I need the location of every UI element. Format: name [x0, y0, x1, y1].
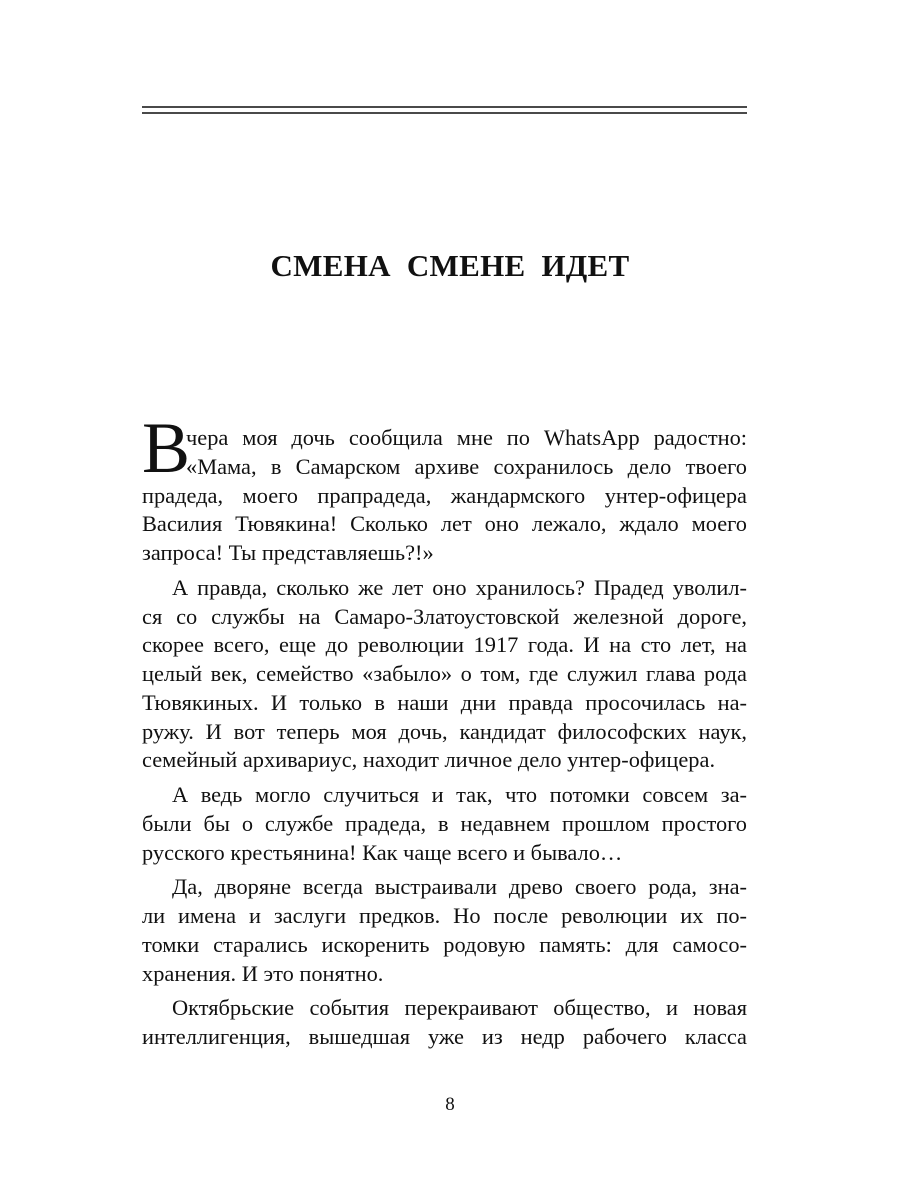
text-line: скорее всего, еще до революции 1917 года. И на сто лет, на	[142, 632, 747, 658]
text-line: целый век, семейство «забыло» о том, где служил глава рода	[142, 661, 747, 686]
text-line: томки старались искоренить родовую память: для самосо-	[142, 931, 747, 957]
paragraph-1	[142, 424, 747, 568]
text-line: ружу. И вот теперь моя дочь, кандидат философских наук,	[142, 718, 747, 744]
text-line: семейный архивариус, находит личное дело унтер-офицера.	[142, 747, 716, 773]
text-line: чера моя дочь сообщила мне по WhatsApp радостно:	[186, 425, 747, 450]
body-text	[142, 424, 747, 1052]
text-line: ся со службы на Самаро-Златоустовской железной дороге,	[142, 603, 747, 629]
drop-cap: В	[142, 408, 191, 488]
paragraph-3	[142, 781, 747, 867]
text-line: Василия Тювякина! Сколько лет оно лежало, ждало моего	[142, 511, 747, 537]
text-line: Да, дворяне всегда выстраивали древо своего рода, зна-	[172, 874, 747, 900]
text-line: Тювякиных. И только в наши дни правда просочилась на-	[142, 689, 747, 715]
text-line: интеллигенция, вышедшая уже из недр рабочего класса	[142, 1024, 747, 1049]
text-line: ли имена и заслуги предков. Но после революции их по-	[142, 903, 747, 928]
text-line: А правда, сколько же лет оно хранилось? Прадед уволил-	[172, 574, 747, 600]
chapter-title: СМЕНА СМЕНЕ ИДЕТ	[270, 248, 630, 283]
text-line: А ведь могло случиться и так, что потомки совсем за-	[172, 782, 747, 807]
text-line: «Мама, в Самарском архиве сохранилось дело твоего	[186, 453, 747, 479]
text-line: прадеда, моего прапрадеда, жандармского унтер-офицера	[142, 482, 747, 508]
paragraph-4	[142, 873, 747, 988]
header-rule-thin	[142, 112, 747, 114]
header-rule	[142, 106, 747, 108]
paragraph-5	[142, 994, 747, 1052]
text-line: были бы о службе прадеда, в недавнем прошлом простого	[142, 810, 747, 836]
page-number: 8	[445, 1094, 455, 1115]
text-line: Октябрьские события перекраивают общество, и новая	[172, 995, 747, 1021]
paragraph-2	[142, 574, 747, 775]
text-line: запроса! Ты представляешь?!»	[142, 540, 434, 565]
text-line: хранения. И это понятно.	[142, 960, 384, 986]
text-line: русского крестьянина! Как чаще всего и бывало…	[142, 839, 623, 865]
